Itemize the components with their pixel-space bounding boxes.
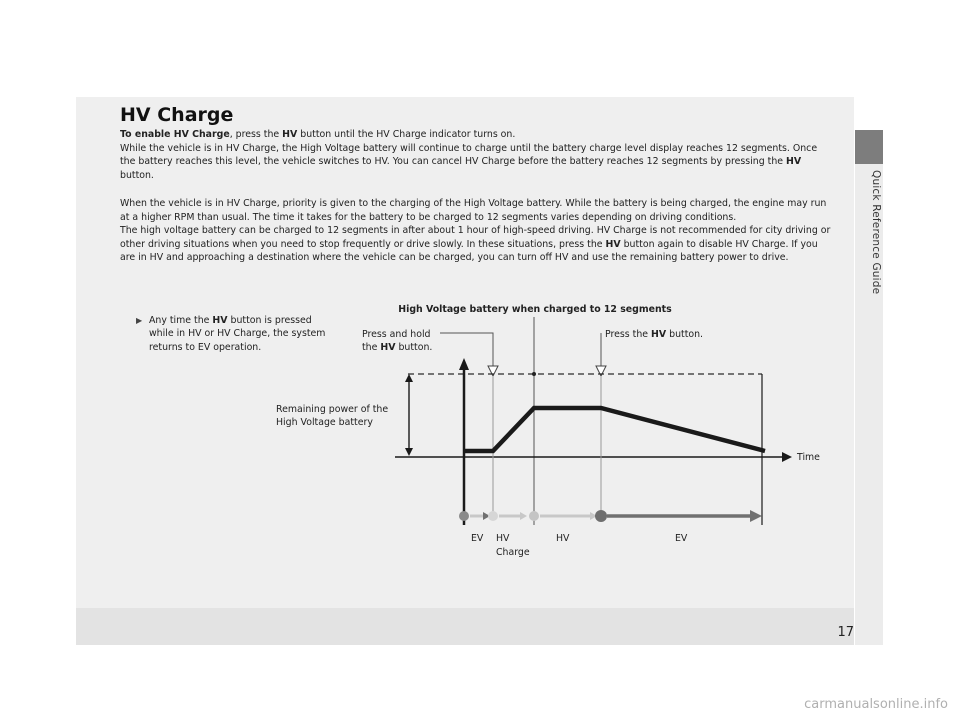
mode-label-ev: EV (471, 533, 484, 544)
page-title: HV Charge (120, 104, 234, 126)
time-label: Time (797, 452, 820, 463)
note-arrow-icon: ▶ (136, 316, 143, 325)
remaining-power-label: Remaining power of the (276, 404, 389, 415)
press-hold-label: Press and hold (362, 329, 431, 340)
charge-explanation-tail: button. (120, 169, 154, 181)
mode-label-ev-2: EV (675, 533, 688, 544)
watermark: carmanualsonline.info (804, 697, 948, 712)
charge-explanation: While the vehicle is in HV Charge, the High Voltage battery will continue to charge until the battery charge level display reaches 12 segments. Once the battery reaches this level, the vehicle switches to HV. You can cancel HV Charge before the battery reaches 12 segments by pressing the (120, 142, 818, 168)
high-speed-tail: button again to disable HV Charge. If you are in HV and approaching a destination where the vehicle can be charged, you can turn off HV and use the remaining battery power to drive. (120, 238, 818, 264)
enable-mid: , press the (229, 129, 283, 140)
high-speed-text: The high voltage battery can be charged to 12 segments in after about 1 hour of high-speed driving. HV Charge is not recommended for city driving or other driving situations when you need to stop frequently or drive slowly. In these situations, press the (120, 225, 831, 250)
press-hold-label-2: the HV button. (362, 342, 433, 353)
press-hv-label: Press the HV button. (605, 329, 704, 340)
battery-level-line (464, 408, 765, 451)
enable-lead: To enable HV Charge (120, 129, 230, 140)
mode-label-charge: Charge (496, 547, 530, 558)
note-lead: Any time the (149, 315, 213, 326)
mode-dot-hv (529, 511, 539, 521)
mode-arrow-icon (520, 512, 527, 520)
mode-dot-hv-charge (488, 511, 498, 521)
hv-button-ref: HV (605, 238, 621, 250)
hv-button-ref: HV (282, 129, 298, 140)
mode-label-hv-2: HV (556, 533, 570, 544)
mode-label-hv: HV (496, 533, 510, 544)
enable-tail: button until the HV Charge indicator turns on. (297, 129, 516, 140)
mode-dot-ev (459, 511, 469, 521)
mode-dot-ev-end (595, 510, 607, 522)
x-axis-arrow-icon (782, 452, 792, 462)
hv-button-ref: HV (786, 156, 802, 168)
priority-text: When the vehicle is in HV Charge, priority is given to the charging of the High Voltage battery. While the battery is being charged, the engine may run at a higher RPM than usual. The time it takes for the battery to be charged to 12 segments varies depending on driving conditions. (120, 198, 827, 223)
page-number: 17 (837, 625, 854, 640)
side-section-label: Quick Reference Guide (870, 170, 882, 295)
y-axis-arrow-icon (459, 358, 469, 370)
note-tail: button is pressed while in HV or HV Charge, the system returns to EV operation. (149, 315, 326, 353)
full-charge-point (532, 372, 536, 376)
remaining-power-label-2: High Voltage battery (276, 417, 373, 428)
arrow-up-icon (405, 374, 413, 382)
arrow-down-icon (405, 448, 413, 456)
mode-arrow-icon (750, 510, 762, 522)
hv-button-ref: HV (212, 315, 228, 326)
full-charge-label: High Voltage battery when charged to 12 segments (398, 304, 672, 315)
